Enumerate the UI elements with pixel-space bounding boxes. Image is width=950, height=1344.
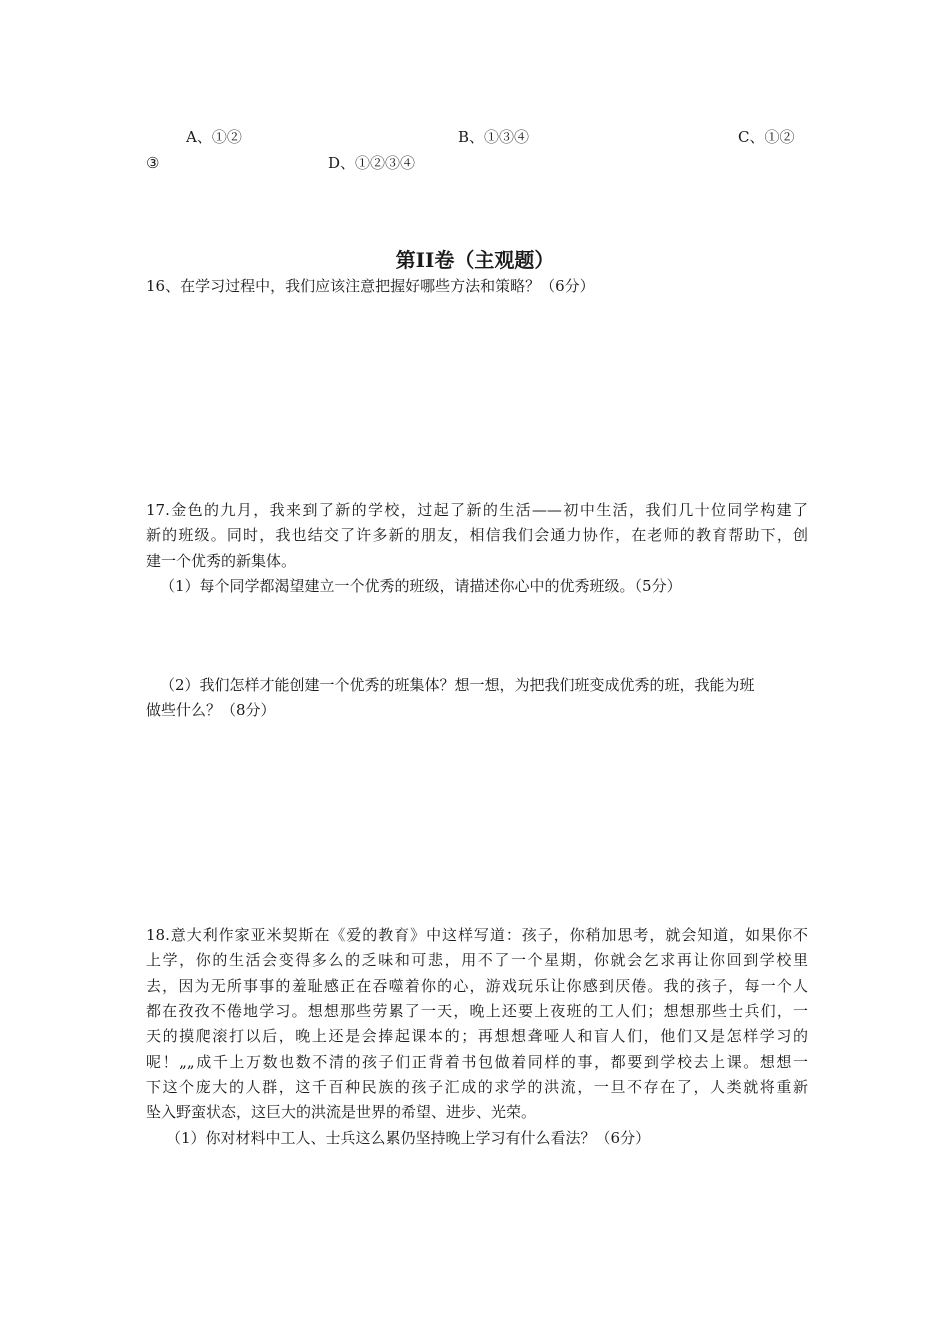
- option-b: B、①③④: [458, 128, 530, 146]
- question-18-line: 呢！„„成千上万数也数不清的孩子们正背着书包做着同样的事，都要到学校去上课。想想一: [146, 1053, 808, 1071]
- option-c-continued: ③: [146, 154, 160, 172]
- question-18-line: 上学，你的生活会变得多么的乏味和可悲，用不了一个星期，你就会乞求再让你回到学校里: [146, 951, 808, 969]
- question-17-sub-2-line: 做些什么？（8分）: [146, 701, 276, 719]
- question-17-line: 建一个优秀的新集体。: [146, 552, 297, 570]
- section-title: 第II卷（主观题）: [395, 248, 555, 272]
- question-18-line: 18.意大利作家亚米契斯在《爱的教育》中这样写道：孩子，你稍加思考，就会知道，如果你不: [146, 926, 808, 944]
- question-17-line: 17.金色的九月，我来到了新的学校，过起了新的生活——初中生活，我们几十位同学构建了: [146, 501, 808, 519]
- question-18-line: 坠入野蛮状态，这巨大的洪流是世界的希望、进步、光荣。: [146, 1103, 537, 1121]
- question-16: 16、在学习过程中，我们应该注意把握好哪些方法和策略？（6分）: [146, 277, 595, 295]
- question-18-line: 天的摸爬滚打以后，晚上还是会捧起课本的；再想想聋哑人和盲人们，他们又是怎样学习的: [146, 1027, 808, 1045]
- option-c: C、①②: [738, 128, 795, 146]
- option-d: D、①②③④: [328, 154, 416, 172]
- question-17-line: 新的班级。同时，我也结交了许多新的朋友，相信我们会通力协作，在老师的教育帮助下，创: [146, 526, 808, 544]
- question-18-sub-1: （1）你对材料中工人、士兵这么累仍坚持晚上学习有什么看法？（6分）: [166, 1129, 651, 1147]
- question-17-sub-2-line: （2）我们怎样才能创建一个优秀的班集体？想一想，为把我们班变成优秀的班，我能为班: [160, 676, 755, 694]
- question-18-line: 都在孜孜不倦地学习。想想那些劳累了一天，晚上还要上夜班的工人们；想想那些士兵们，一: [146, 1002, 808, 1020]
- option-a: A、①②: [186, 128, 242, 146]
- question-18-line: 下这个庞大的人群，这千百种民族的孩子汇成的求学的洪流，一旦不存在了，人类就将重新: [146, 1078, 808, 1096]
- question-17-sub-1: （1）每个同学都渴望建立一个优秀的班级，请描述你心中的优秀班级。（5分）: [160, 577, 682, 595]
- question-18-line: 去，因为无所事事的羞耻感正在吞噬着你的心，游戏玩乐让你感到厌倦。我的孩子，每一个人: [146, 977, 808, 995]
